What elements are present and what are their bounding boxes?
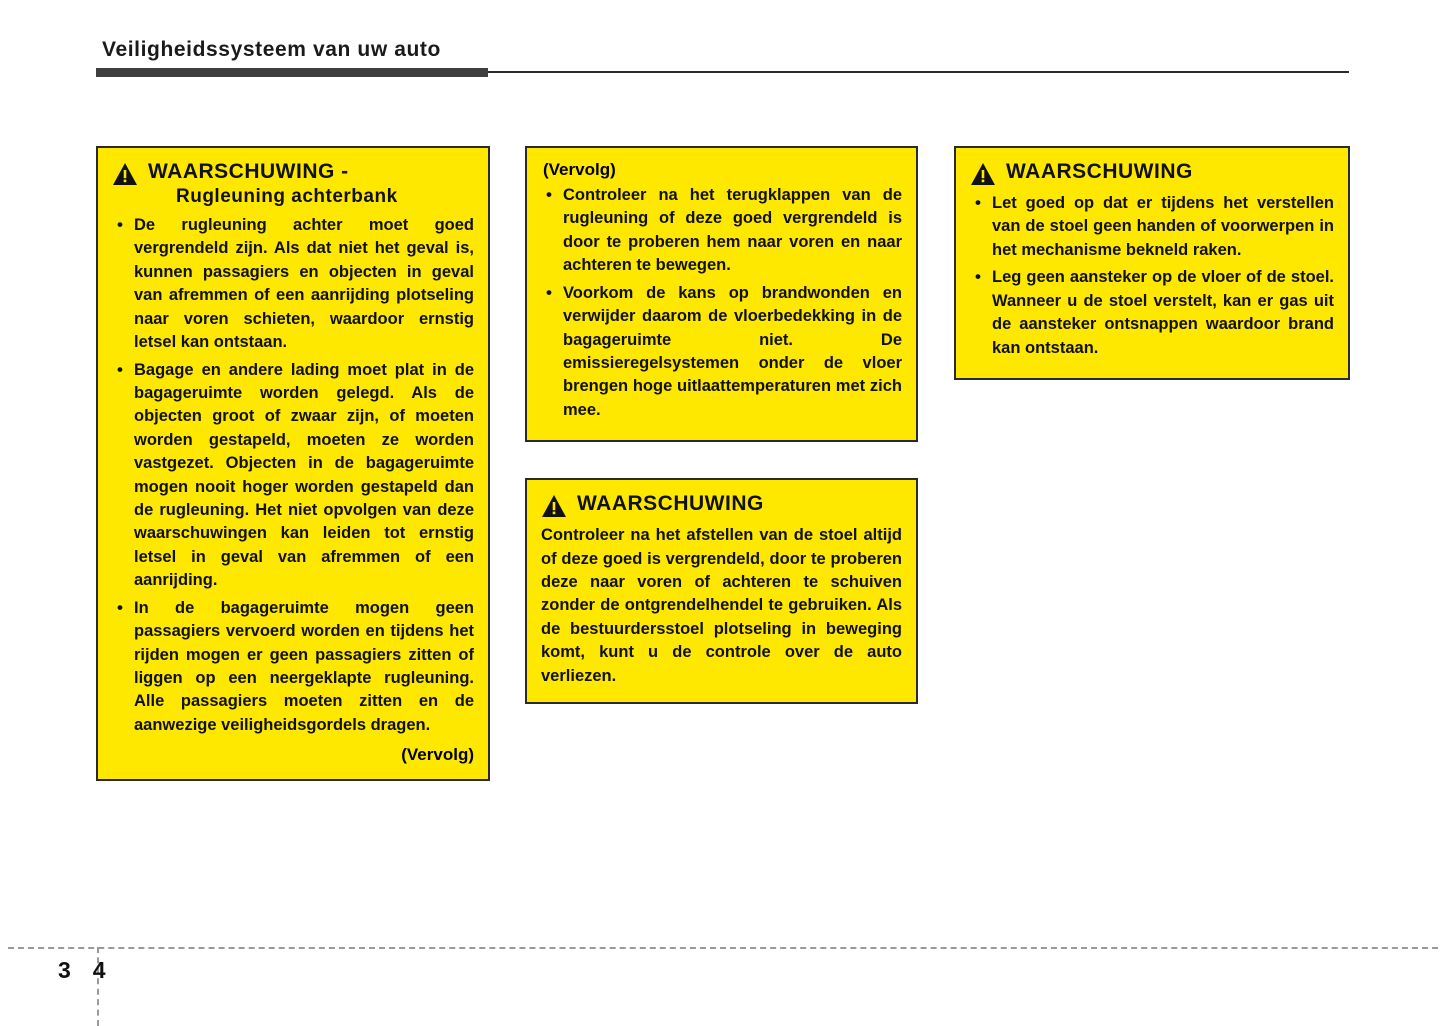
warning-header	[541, 492, 902, 518]
warning-header	[112, 160, 474, 208]
footer-divider	[8, 947, 1438, 949]
column-right	[954, 146, 1350, 416]
warning-title-line1: WAARSCHUWING -	[148, 160, 349, 183]
page-number: 4	[92, 957, 106, 983]
header-rule-thick	[96, 68, 488, 77]
warning-bullet-list	[970, 192, 1334, 360]
column-left	[96, 146, 490, 817]
list-item: • In de bagageruimte mogen geen passagiers vervoerd worden en tijdens het rijden mogen er geen passagiers zitten of liggen op een neergeklapte rugleuning. Alle passagiers moeten zitten en de aanwezige veiligheidsgordels dragen.	[112, 597, 474, 738]
list-item: • Let goed op dat er tijdens het verstellen van de stoel geen handen of voorwerpen in het mechanisme bekneld raken.	[970, 192, 1334, 262]
warning-box-vervolg	[525, 146, 918, 442]
chapter-number: 3	[58, 957, 71, 983]
warning-triangle-icon	[541, 494, 567, 518]
page-header	[96, 38, 1349, 76]
list-item: • Leg geen aansteker op de vloer of de stoel. Wanneer u de stoel verstelt, kan er gas uit de aansteker ontsnappen waardoor brand kan ontstaan.	[970, 266, 1334, 360]
warning-box-stoel-verstellen	[954, 146, 1350, 380]
list-item: • De rugleuning achter moet goed vergrendeld zijn. Als dat niet het geval is, kunnen passagiers en objecten in geval van afremmen of een aanrijding plotseling naar voren schieten, waardoor ernstig letsel kan ontstaan.	[112, 214, 474, 355]
list-item: • Controleer na het terugklappen van de rugleuning of deze goed vergrendeld is door te proberen hem naar voren en naar achteren te bewegen.	[541, 184, 902, 278]
warning-bullet-list	[112, 214, 474, 737]
header-rule	[96, 68, 1349, 76]
page-footer	[0, 947, 1445, 1026]
warning-title: WAARSCHUWING	[1006, 160, 1193, 183]
page-title: Veiligheidssysteem van uw auto	[102, 38, 441, 61]
list-item: • Bagage en andere lading moet plat in de bagageruimte worden gelegd. Als de objecten groot of zwaar zijn, of moeten worden gestapeld, moeten ze worden vastgezet. Objecten in de bagageruimte mogen nooit hoger worden gestapeld dan de rugleuning. Het niet opvolgen van deze waarschuwingen kan leiden tot ernstig letsel in geval van afremmen of een aanrijding.	[112, 359, 474, 593]
continued-label: (Vervolg)	[543, 160, 616, 179]
list-item: • Voorkom de kans op brandwonden en verwijder daarom de vloerbedekking in de bagageruimte niet. De emissieregelsystemen onder de vloer brengen hoge uitlaattemperaturen met zich mee.	[541, 282, 902, 423]
column-middle	[525, 146, 918, 740]
warning-header	[970, 160, 1334, 186]
continued-label: (Vervolg)	[401, 745, 474, 765]
warning-title-line2: Rugleuning achterbank	[176, 186, 398, 208]
warning-bullet-list	[541, 184, 902, 422]
warning-paragraph: Controleer na het afstellen van de stoel altijd of deze goed is vergrendeld, door te proberen deze naar voren of achteren te schuiven zonder de ontgrendelhendel te gebruiken. Als de bestuurdersstoel plotseling in beweging komt, kunt u de controle over de auto verliezen.	[541, 526, 902, 685]
warning-box-stoel-vergrendeling	[525, 478, 918, 704]
warning-box-rugleuning-achterbank	[96, 146, 490, 781]
warning-title	[148, 160, 398, 208]
warning-title: WAARSCHUWING	[577, 492, 764, 516]
folio	[58, 957, 106, 984]
warning-triangle-icon	[970, 162, 996, 186]
warning-triangle-icon	[112, 162, 138, 186]
